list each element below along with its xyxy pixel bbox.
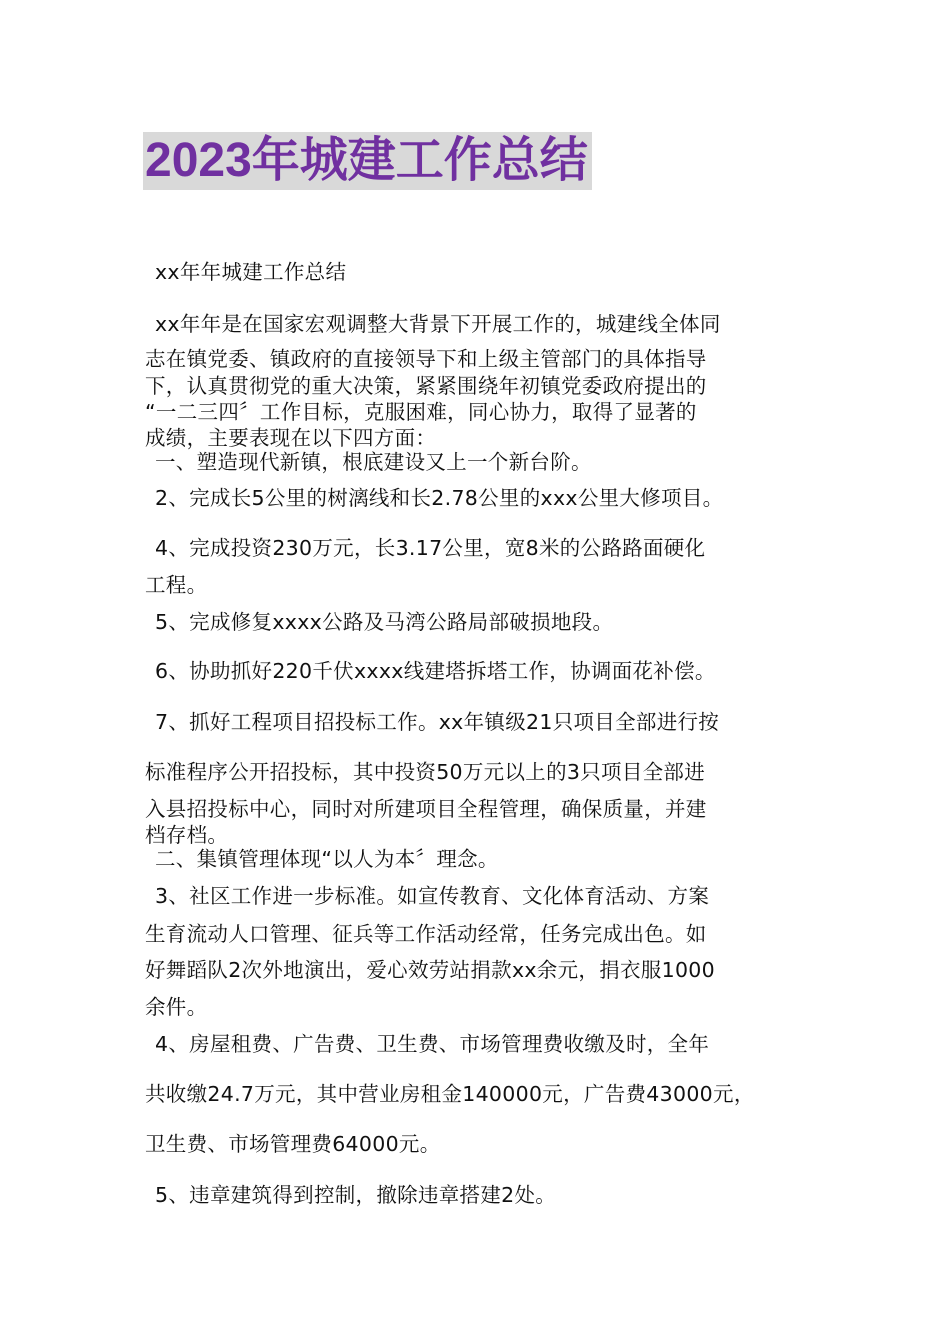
- list-item: 4、完成投资230万元，长3.17公里，宽8米的公路路面硬化: [155, 536, 706, 560]
- section-heading: 一、塑造现代新镇，根底建设又上一个新台阶。: [155, 450, 592, 474]
- list-item-continuation: 好舞蹈队2次外地演出，爱心效劳站捐款xx余元，捐衣服1000: [145, 958, 715, 982]
- list-item: 2、完成长5公里的树漓线和长2.78公里的xxx公里大修项目。: [155, 486, 724, 510]
- list-item: 5、完成修复xxxx公路及马湾公路局部破损地段。: [155, 610, 614, 634]
- document-title: 2023年城建工作总结: [143, 132, 592, 190]
- list-item: 7、抓好工程项目招投标工作。xx年镇级21只项目全部进行按: [155, 710, 720, 734]
- list-item-continuation: 共收缴24.7万元，其中营业房租金140000元，广告费43000元，: [145, 1082, 755, 1106]
- list-item-continuation: 工程。: [145, 573, 208, 597]
- list-item: 3、社区工作进一步标准。如宣传教育、文化体育活动、方案: [155, 884, 710, 908]
- paragraph-line: 下，认真贯彻党的重大决策，紧紧围绕年初镇党委政府提出的: [145, 374, 707, 398]
- list-item-continuation: 余件。: [145, 995, 208, 1019]
- section-heading: 二、集镇管理体现“以人为本〞理念。: [155, 847, 499, 871]
- list-item-continuation: 卫生费、市场管理费64000元。: [145, 1132, 441, 1156]
- list-item-continuation: 生育流动人口管理、征兵等工作活动经常，任务完成出色。如: [145, 922, 707, 946]
- paragraph-line: “一二三四〞工作目标，克服困难，同心协力，取得了显著的: [145, 400, 697, 424]
- document-subtitle: xx年年城建工作总结: [155, 260, 347, 284]
- list-item-continuation: 入县招投标中心，同时对所建项目全程管理，确保质量，并建: [145, 797, 707, 821]
- list-item-continuation: 档存档。: [145, 823, 229, 847]
- list-item: 6、协助抓好220千伏xxxx线建塔拆塔工作，协调面花补偿。: [155, 659, 716, 683]
- paragraph-line: 志在镇党委、镇政府的直接领导下和上级主管部门的具体指导: [145, 347, 707, 371]
- list-item: 4、房屋租费、广告费、卫生费、市场管理费收缴及时，全年: [155, 1032, 710, 1056]
- list-item: 5、违章建筑得到控制，撤除违章搭建2处。: [155, 1183, 557, 1207]
- paragraph-line: 成绩，主要表现在以下四方面：: [145, 426, 437, 450]
- list-item-continuation: 标准程序公开招投标，其中投资50万元以上的3只项目全部进: [145, 760, 706, 784]
- paragraph-line: xx年年是在国家宏观调整大背景下开展工作的，城建线全体同: [155, 312, 721, 336]
